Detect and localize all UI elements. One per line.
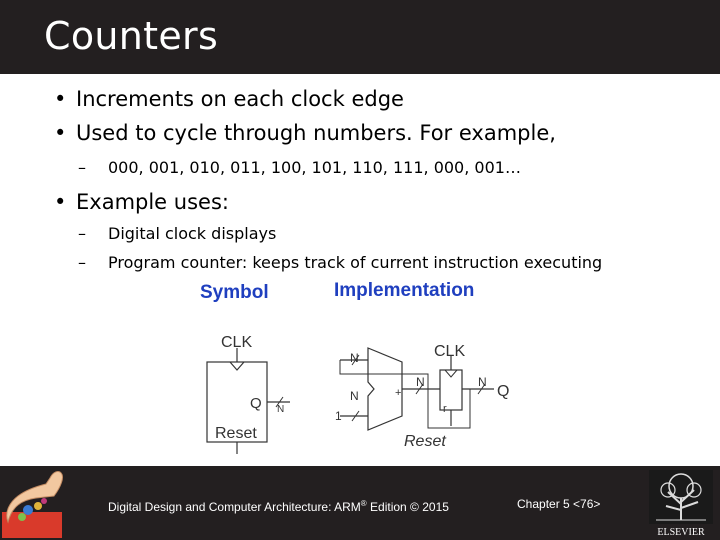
bullet-glyph: • <box>54 87 67 111</box>
implementation-heading: Implementation <box>334 280 475 301</box>
impl-n-feedback-label: N <box>350 389 359 403</box>
symbol-n-label: N <box>277 404 285 415</box>
bullet-text: Increments on each clock edge <box>76 87 404 111</box>
counter-diagram <box>190 276 530 466</box>
symbol-reset-label: Reset <box>215 425 257 442</box>
counter-symbol <box>207 334 290 454</box>
footer-book-title: Digital Design and Computer Architecture: ARM® Edition © 2015 <box>108 499 449 514</box>
symbol-q-label: Q <box>250 395 262 412</box>
symbol-heading: Symbol <box>200 282 269 303</box>
slide-title: Counters <box>44 14 219 58</box>
impl-clk-label: CLK <box>434 343 466 360</box>
counter-implementation <box>335 343 509 450</box>
impl-n-sum-label: N <box>416 375 425 389</box>
impl-q-label: Q <box>497 383 510 400</box>
bullet-2 <box>54 120 556 146</box>
sub-bullet-pc <box>78 253 603 273</box>
clock-triangle <box>230 362 244 370</box>
sub-bullet-text: Program counter: keeps track of current instruction executing <box>108 253 603 272</box>
bullet-1 <box>54 86 404 112</box>
sub-bullet-sequence <box>78 158 521 178</box>
impl-n-out-label: N <box>478 375 487 389</box>
bullet-text: Example uses: <box>76 190 229 214</box>
impl-n-input-label: N <box>350 351 359 365</box>
sub-bullet-glyph: – <box>78 158 86 177</box>
bullet-glyph: • <box>54 190 67 214</box>
bullet-text: Used to cycle through numbers. For example, <box>76 121 556 145</box>
impl-r-label: r <box>443 403 447 415</box>
bullet-3 <box>54 189 229 215</box>
impl-one-label: 1 <box>335 409 342 423</box>
flexed-arm-logo <box>2 470 80 538</box>
sub-bullet-text: 000, 001, 010, 011, 100, 101, 110, 111, 000, 001… <box>108 158 521 177</box>
sub-bullet-clock <box>78 224 277 244</box>
footer-chapter: Chapter 5 <76> <box>517 497 601 511</box>
elsevier-logo <box>646 468 716 538</box>
publisher-name: ELSEVIER <box>657 527 705 538</box>
sub-bullet-glyph: – <box>78 224 86 243</box>
impl-plus-label: + <box>395 387 402 399</box>
sub-bullet-glyph: – <box>78 253 86 272</box>
symbol-clk-label: CLK <box>221 334 253 351</box>
bullet-glyph: • <box>54 121 67 145</box>
sub-bullet-text: Digital clock displays <box>108 224 277 243</box>
impl-reset-label: Reset <box>404 433 446 450</box>
